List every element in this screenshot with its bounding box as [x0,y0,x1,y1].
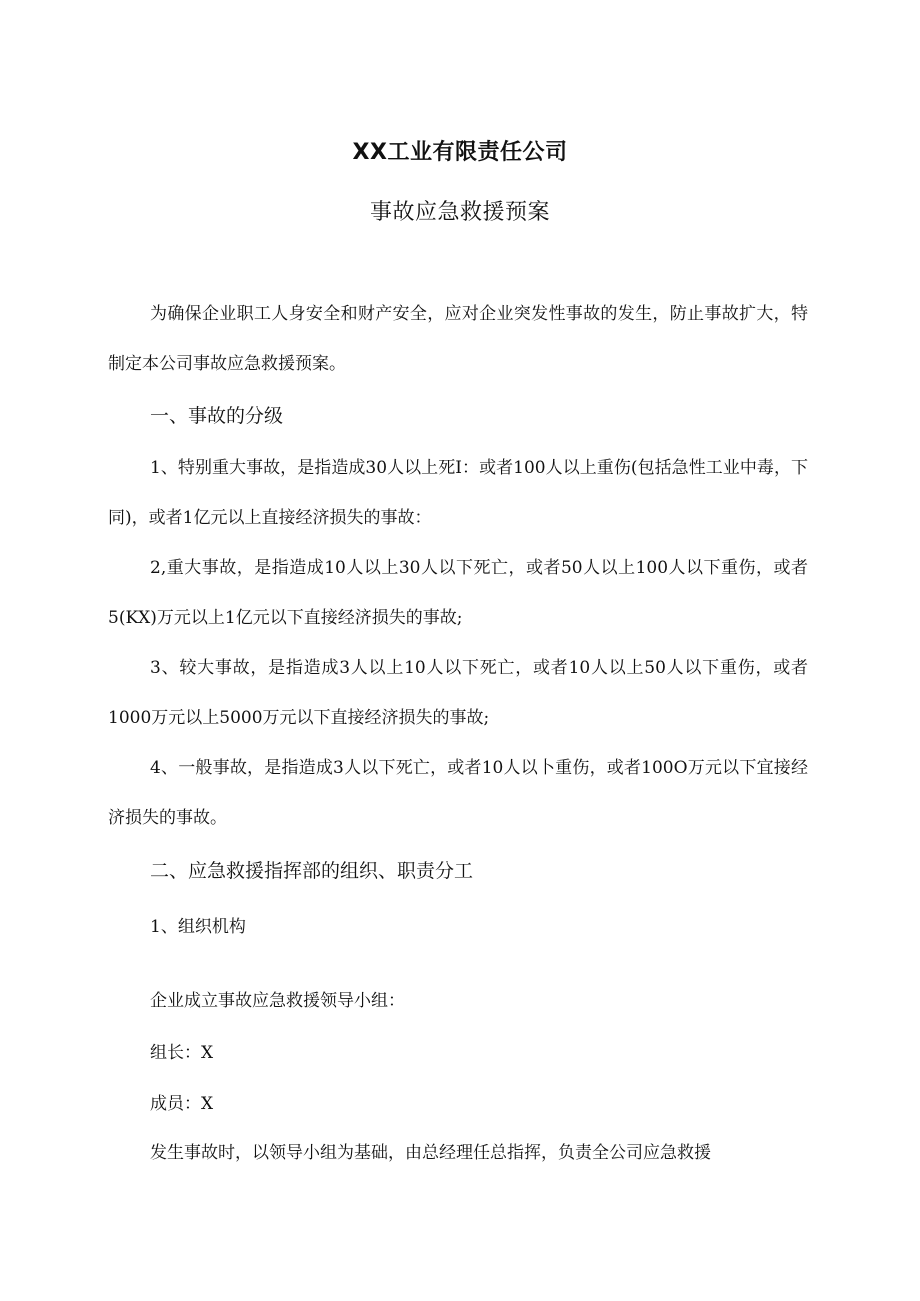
document-subtitle: 事故应急救援预案 [369,200,550,225]
section-heading-command-organization: 二、应急救援指挥部的组织、职责分工 [150,860,474,882]
command-statement: 发生事故时，以领导小组为基础，由总经理任总指挥，负责全公司应急救援 [150,1143,711,1163]
leadgroup-statement: 企业成立事故应急救援领导小组： [150,991,405,1011]
section-heading-accident-classification: 一、事故的分级 [150,405,284,427]
classification-item-2: 2,重大事故，是指造成10人以上30人以下死亡，或者50人以上100人以下重伤，或者5(KX)万元以上1亿元以下直接经济损失的事故; [108,558,808,628]
members-line: 成员：X [150,1094,214,1114]
classification-item-1: 1、特别重大事故，是指造成30人以上死I：或者100人以上重伤(包括急性工业中毒，下同)，或者1亿元以上直接经济损失的事故： [108,458,808,528]
document-title: XX工业有限责任公司 [352,140,568,165]
intro-paragraph: 为确保企业职工人身安全和财产安全，应对企业突发性事故的发生，防止事故扩大，特制定本公司事故应急救援预案。 [108,304,808,374]
subsection-organization: 1、组织机构 [150,917,246,937]
leader-line: 组长：X [150,1043,214,1063]
classification-item-3: 3、较大事故，是指造成3人以上10人以下死亡，或者10人以上50人以下重伤，或者1000万元以上5000万元以下直接经济损失的事故; [108,658,808,728]
classification-item-4: 4、一般事故，是指造成3人以下死亡，或者10人以卜重伤，或者100O万元以下宜接经济损失的事故。 [108,758,808,828]
